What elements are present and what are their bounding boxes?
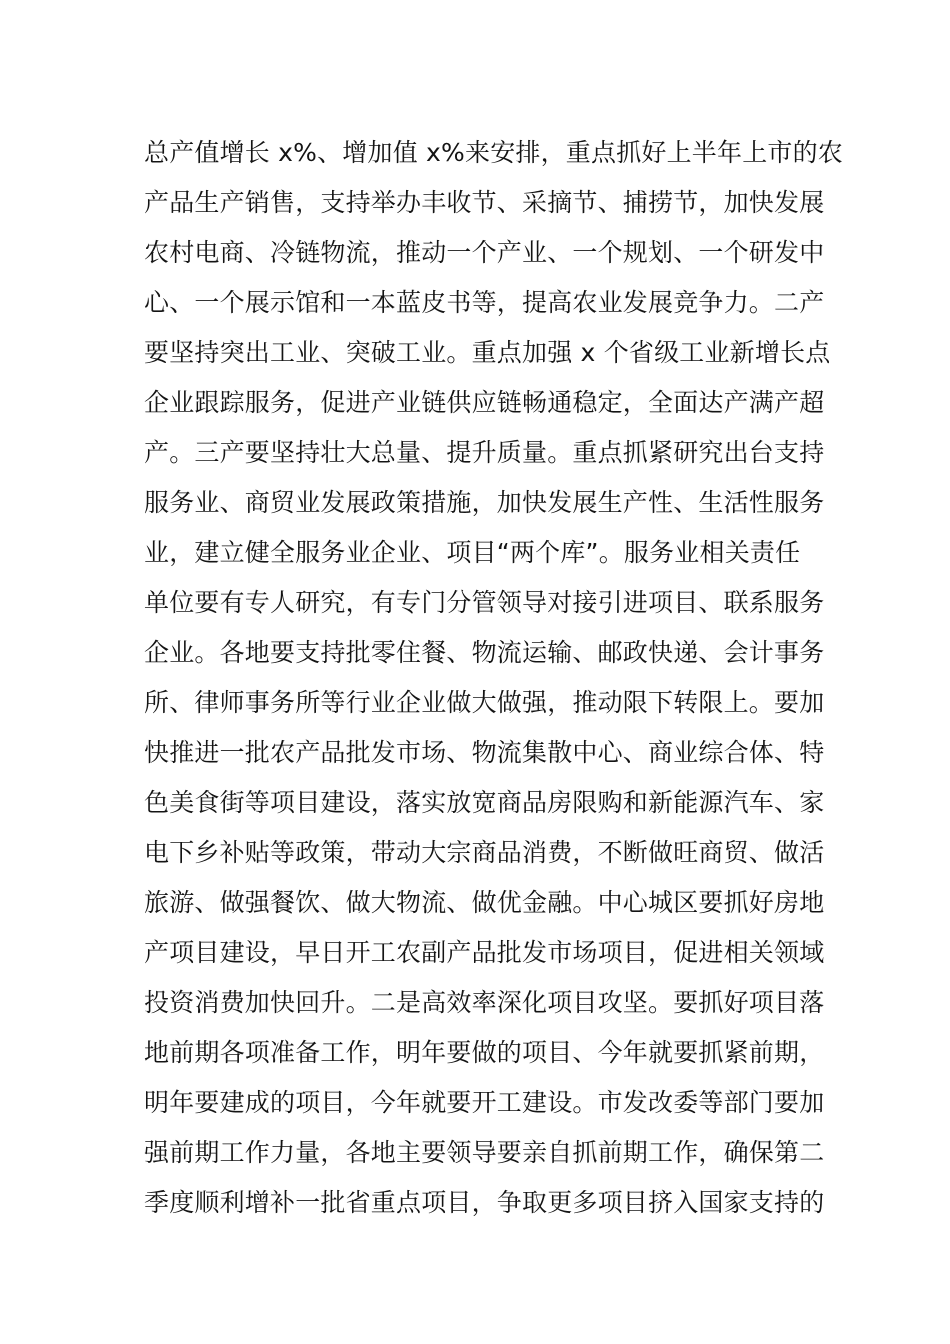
- text-line: 产品生产销售，支持举办丰收节、采摘节、捕捞节，加快发展: [144, 188, 825, 217]
- text-line: 旅游、做强餐饮、做大物流、做优金融。中心城区要抓好房地: [144, 888, 825, 917]
- text-line: 明年要建成的项目，今年就要开工建设。市发改委等部门要加: [144, 1088, 825, 1117]
- text-line: 产。三产要坚持壮大总量、提升质量。重点抓紧研究出台支持: [144, 438, 825, 467]
- text-line: 服务业、商贸业发展政策措施，加快发展生产性、生活性服务: [144, 488, 825, 517]
- text-line: 所、律师事务所等行业企业做大做强，推动限下转限上。要加: [144, 688, 825, 717]
- text-line: 企业。各地要支持批零住餐、物流运输、邮政快递、会计事务: [144, 638, 825, 667]
- text-line: 产项目建设，早日开工农副产品批发市场项目，促进相关领域: [144, 938, 825, 967]
- text-line: 心、一个展示馆和一本蓝皮书等，提高农业发展竞争力。二产: [144, 288, 825, 317]
- text-line: 地前期各项准备工作，明年要做的项目、今年就要抓紧前期，: [144, 1038, 825, 1067]
- text-line: 总产值增长 x%、增加值 x%来安排，重点抓好上半年上市的农: [144, 138, 843, 167]
- text-line: 电下乡补贴等政策，带动大宗商品消费，不断做旺商贸、做活: [144, 838, 825, 867]
- text-line: 农村电商、冷链物流，推动一个产业、一个规划、一个研发中: [144, 238, 825, 267]
- text-line: 单位要有专人研究，有专门分管领导对接引进项目、联系服务: [144, 588, 825, 617]
- text-line: 强前期工作力量，各地主要领导要亲自抓前期工作，确保第二: [144, 1138, 825, 1167]
- text-line: 色美食街等项目建设，落实放宽商品房限购和新能源汽车、家: [144, 788, 825, 817]
- text-line: 季度顺利增补一批省重点项目，争取更多项目挤入国家支持的: [144, 1188, 825, 1217]
- text-line: 投资消费加快回升。二是高效率深化项目攻坚。要抓好项目落: [144, 988, 825, 1017]
- text-line: 快推进一批农产品批发市场、物流集散中心、商业综合体、特: [144, 738, 825, 767]
- text-line: 企业跟踪服务，促进产业链供应链畅通稳定，全面达产满产超: [144, 388, 825, 417]
- body-paragraph: [144, 128, 843, 1228]
- text-line: 要坚持突出工业、突破工业。重点加强 x 个省级工业新增长点: [144, 338, 831, 367]
- text-line: 业，建立健全服务业企业、项目“两个库”。服务业相关责任: [144, 538, 801, 567]
